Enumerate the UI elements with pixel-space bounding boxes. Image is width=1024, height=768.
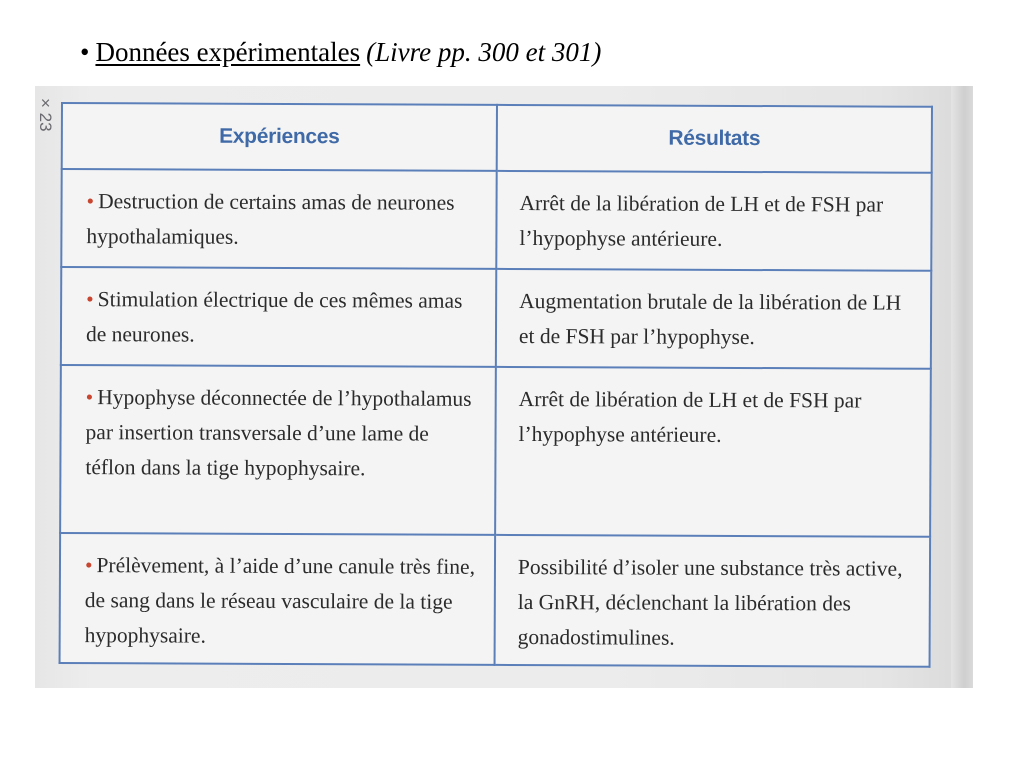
experience-cell bbox=[61, 169, 496, 269]
heading-title: Données expérimentales bbox=[95, 37, 361, 67]
result-text: Possibilité d’isoler une substance très active, la GnRH, déclenchant la libération des gonadostimulines. bbox=[517, 554, 903, 650]
bullet-dot: • bbox=[86, 287, 94, 312]
bullet-dot: • bbox=[85, 385, 94, 410]
experience-text: Stimulation électrique de ces mêmes amas de neurones. bbox=[85, 287, 463, 347]
bullet-dot: • bbox=[86, 189, 95, 214]
result-text: Arrêt de libération de LH et de FSH par l’hypophyse antérieure. bbox=[518, 387, 862, 447]
result-cell bbox=[495, 367, 931, 537]
experience-cell bbox=[60, 533, 496, 665]
experience-text: Hypophyse déconnectée de l’hypothalamus par insertion transversale d’une lame de téflon dans la tige hypophysaire. bbox=[85, 385, 472, 481]
experience-text: Destruction de certains amas de neurones hypothalamiques. bbox=[86, 189, 455, 249]
table-header-row bbox=[62, 103, 932, 173]
side-margin-mark: × 23 bbox=[36, 98, 55, 132]
table-row bbox=[60, 533, 931, 667]
table-row bbox=[60, 365, 931, 537]
result-text: Arrêt de la libération de LH et de FSH par l’hypophyse antérieure. bbox=[519, 191, 884, 251]
scanned-table-image bbox=[35, 86, 973, 688]
header-experiences: Expériences bbox=[62, 103, 497, 171]
experience-cell bbox=[61, 267, 496, 367]
book-spine bbox=[951, 86, 973, 688]
experience-text: Prélèvement, à l’aide d’une canule très fine, de sang dans le réseau vasculaire de la tige hypophysaire. bbox=[84, 553, 476, 648]
table-row bbox=[61, 169, 931, 271]
bullet-dot: • bbox=[84, 553, 93, 578]
experiments-table bbox=[59, 102, 933, 668]
slide-heading bbox=[80, 36, 601, 68]
result-cell bbox=[496, 269, 931, 369]
heading-reference: (Livre pp. 300 et 301) bbox=[366, 37, 602, 67]
result-text: Augmentation brutale de la libération de LH et de FSH par l’hypophyse. bbox=[518, 289, 902, 350]
table-row bbox=[61, 267, 931, 369]
heading-bullet: • bbox=[80, 37, 90, 67]
result-cell bbox=[495, 535, 931, 667]
header-resultats: Résultats bbox=[497, 105, 932, 173]
experience-cell bbox=[60, 365, 496, 535]
result-cell bbox=[496, 171, 931, 271]
